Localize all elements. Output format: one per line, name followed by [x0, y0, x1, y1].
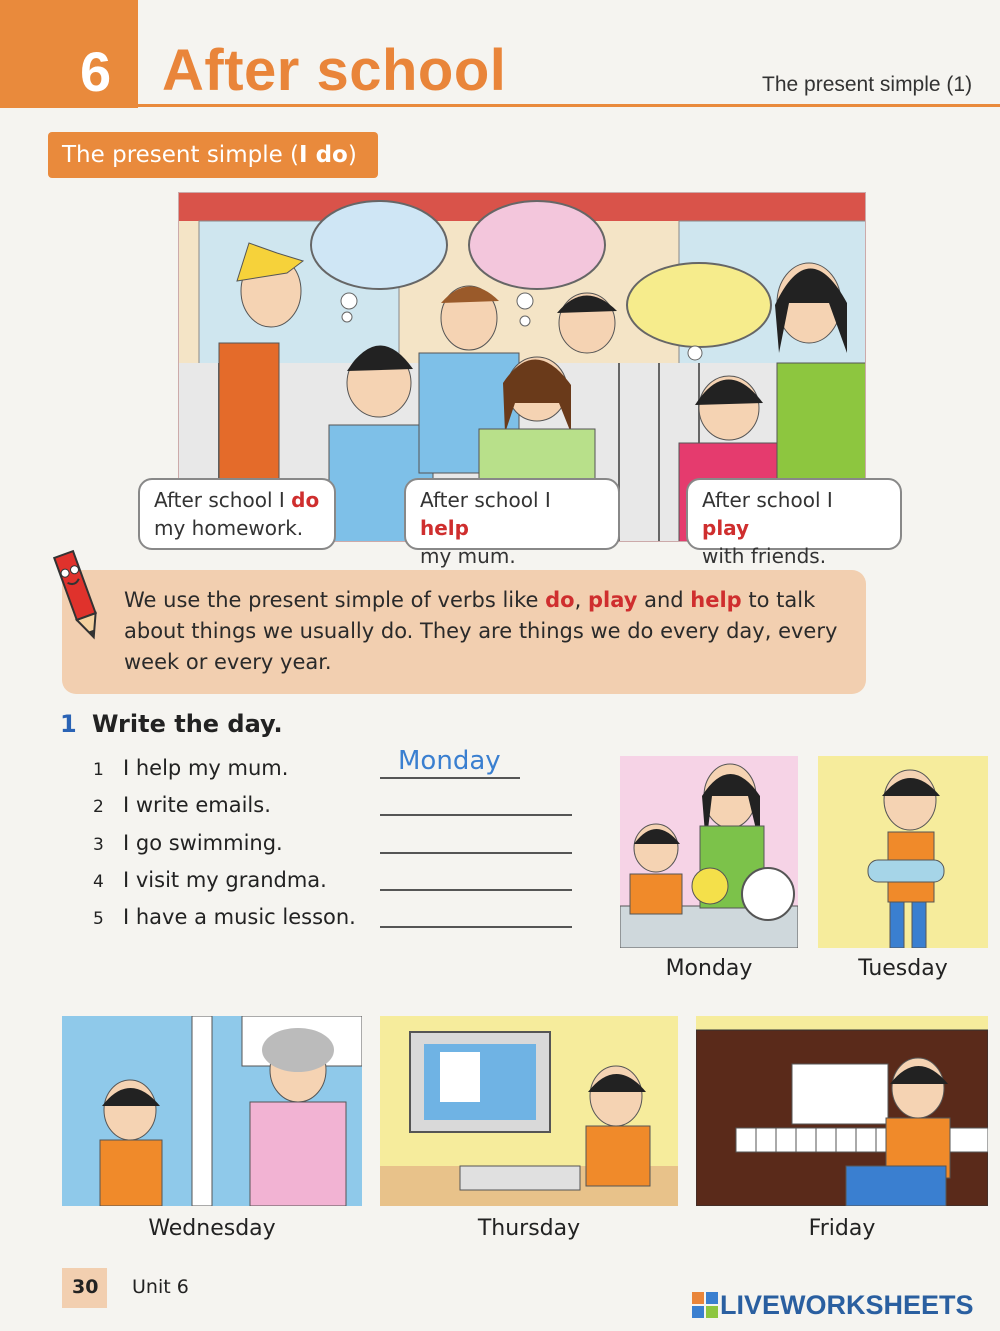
rule-text-part: to talk about things we usually do. They are things we do every day, every week or every year. [124, 588, 838, 674]
liveworksheets-logo[interactable] [692, 1290, 974, 1321]
header-divider [138, 104, 1000, 107]
exercise-title: Write the day. [92, 710, 283, 738]
exercise-item [93, 831, 283, 855]
answer-line-4[interactable] [380, 889, 572, 891]
item-text: I write emails. [123, 793, 271, 817]
rule-text-part: We use the present simple of verbs like [124, 588, 546, 612]
picture-label-tuesday: Tuesday [858, 956, 948, 981]
bubble-text: After school I [420, 488, 551, 512]
speech-bubble-do [138, 478, 336, 550]
liveworksheets-icon [692, 1292, 718, 1318]
answer-field-1[interactable]: Monday [398, 746, 501, 776]
bubble-text: After school I [702, 488, 833, 512]
picture-friday [696, 1016, 988, 1206]
item-number: 3 [93, 835, 104, 855]
answer-line-2[interactable] [380, 814, 572, 816]
item-text: I have a music lesson. [123, 905, 356, 929]
footer-unit: Unit 6 [132, 1276, 189, 1298]
rule-verb-do: do [545, 588, 575, 612]
page-number: 30 [72, 1276, 99, 1298]
picture-tuesday [818, 756, 988, 948]
exercise-number: 1 [60, 710, 77, 738]
bubble-text: my mum. [420, 544, 516, 568]
item-number: 1 [93, 760, 104, 780]
item-text: I help my mum. [123, 756, 289, 780]
picture-thursday [380, 1016, 678, 1206]
section-tag-suffix: ) [347, 142, 357, 168]
pencil-mascot-icon [48, 544, 108, 644]
exercise-item [93, 868, 327, 892]
bubble-text: my homework. [154, 516, 304, 540]
picture-wednesday [62, 1016, 362, 1206]
rule-text-part: and [637, 588, 691, 612]
speech-bubble-play [686, 478, 902, 568]
bubble-verb: help [420, 516, 469, 540]
item-number: 5 [93, 909, 104, 929]
unit-number: 6 [80, 40, 112, 103]
item-number: 2 [93, 797, 104, 817]
bubble-text: with friends. [702, 544, 827, 568]
bubble-text: After school I [154, 488, 292, 512]
item-text: I go swimming. [123, 831, 283, 855]
grammar-rule-text [124, 585, 854, 678]
rule-verb-help: help [690, 588, 742, 612]
picture-label-monday: Monday [665, 956, 753, 981]
exercise-item [93, 793, 271, 817]
picture-label-wednesday: Wednesday [148, 1216, 276, 1241]
answer-line-3[interactable] [380, 852, 572, 854]
picture-label-thursday: Thursday [477, 1216, 581, 1241]
rule-verb-play: play [587, 588, 638, 612]
rule-text-part: , [574, 588, 588, 612]
section-tag [48, 132, 378, 178]
speech-bubble-help [404, 478, 620, 568]
section-tag-prefix: The present simple ( [62, 142, 300, 168]
picture-monday [620, 756, 798, 948]
bubble-verb: play [702, 516, 750, 540]
answer-line-1[interactable] [380, 777, 520, 779]
item-number: 4 [93, 872, 104, 892]
page-title: After school [162, 38, 507, 103]
answer-line-5[interactable] [380, 926, 572, 928]
unit-number-box [0, 0, 138, 108]
picture-label-friday: Friday [808, 1216, 876, 1241]
header-topic: The present simple (1) [762, 73, 973, 96]
bubble-verb: do [291, 488, 320, 512]
exercise-item [93, 756, 288, 780]
item-text: I visit my grandma. [123, 868, 327, 892]
section-tag-bold: I do [299, 142, 348, 168]
brand-name: LIVEWORKSHEETS [720, 1290, 974, 1320]
exercise-item [93, 905, 356, 929]
